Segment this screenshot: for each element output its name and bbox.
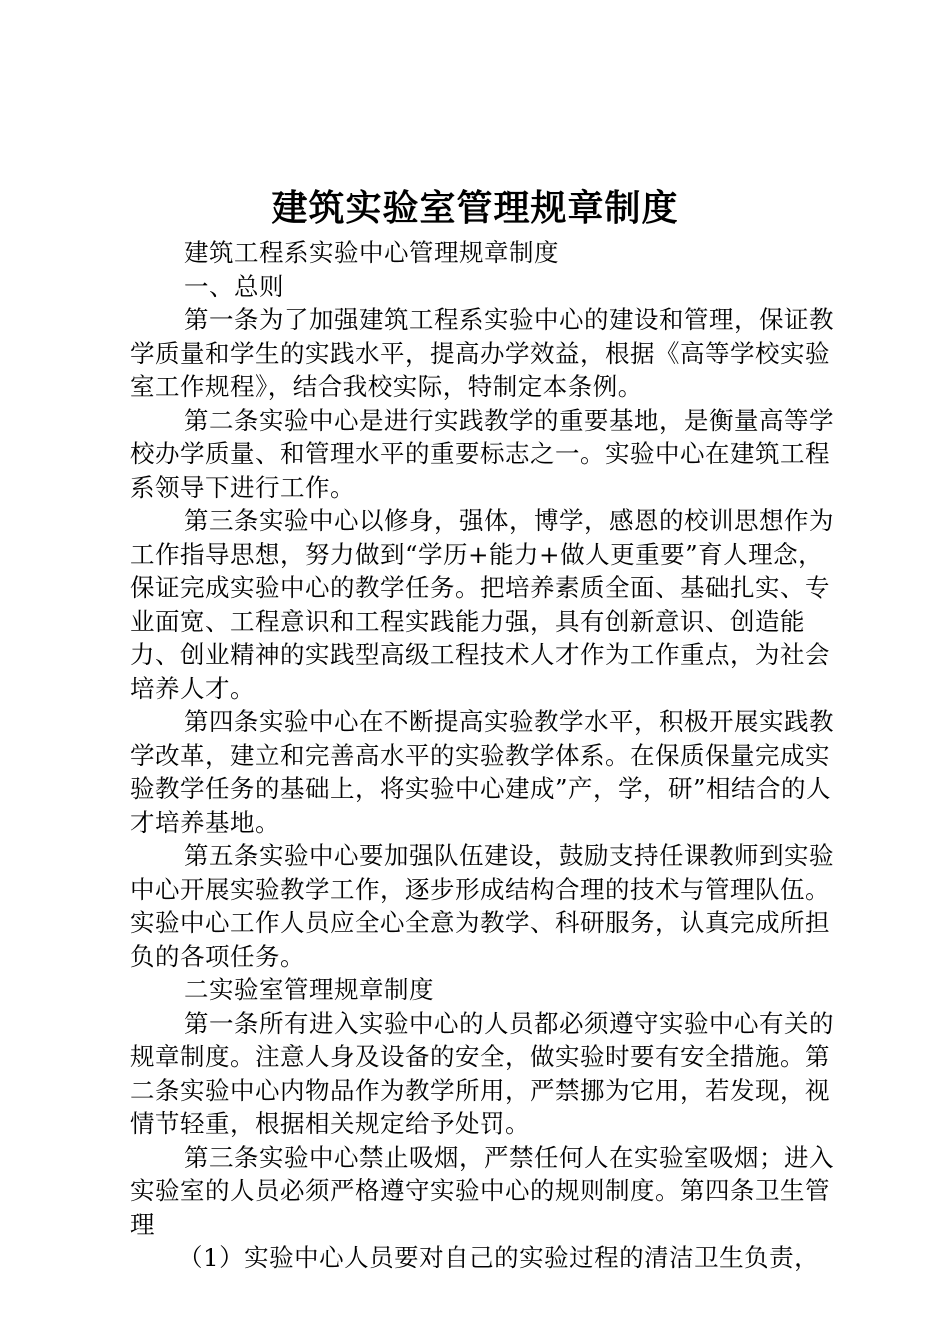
article-paragraph: 第三条实验中心以修身，强体，博学，感恩的校训思想作为工作指导思想，努力做到“学历+能力+做人更重要”育人理念，保证完成实验中心的教学任务。把培养素质全面、基础扎实、专业面宽、工程意识和工程实践能力强，具有创新意识、创造能力、创业精神的实践型高级工程技术人才作为工作重点，为社会培养人才。 <box>130 506 834 703</box>
article-paragraph: 第一条为了加强建筑工程系实验中心的建设和管理，保证教学质量和学生的实践水平，提高办学效益，根据《高等学校实验室工作规程》，结合我校实际，特制定本条例。 <box>130 305 834 401</box>
document-body <box>130 236 834 1275</box>
list-item-paragraph: （1）实验中心人员要对自己的实验过程的清洁卫生负责， <box>178 1243 820 1272</box>
document-title: 建筑实验室管理规章制度 <box>271 187 679 229</box>
article-paragraph: 第四条实验中心在不断提高实验教学水平，积极开展实践教学改革，建立和完善高水平的实验教学体系。在保质保量完成实验教学任务的基础上，将实验中心建成”产，学，研”相结合的人才培养基地。 <box>130 707 834 837</box>
subtitle-paragraph: 建筑工程系实验中心管理规章制度 <box>184 238 559 267</box>
section-heading-rules: 二实验室管理规章制度 <box>184 975 434 1004</box>
article-paragraph: 第五条实验中心要加强队伍建设，鼓励支持任课教师到实验中心开展实验教学工作，逐步形成结构合理的技术与管理队伍。实验中心工作人员应全心全意为教学、科研服务，认真完成所担负的各项任务。 <box>130 841 834 971</box>
article-paragraph: 第三条实验中心禁止吸烟，严禁任何人在实验室吸烟；进入实验室的人员必须严格遵守实验中心的规则制度。第四条卫生管理 <box>130 1142 834 1239</box>
section-heading-general: 一、总则 <box>184 271 284 301</box>
article-paragraph: 第一条所有进入实验中心的人员都必须遵守实验中心有关的规章制度。注意人身及设备的安全，做实验时要有安全措施。第二条实验中心内物品作为教学所用，严禁挪为它用，若发现，视情节轻重，根据相关规定给予处罚。 <box>130 1008 834 1138</box>
article-paragraph: 第二条实验中心是进行实践教学的重要基地，是衡量高等学校办学质量、和管理水平的重要标志之一。实验中心在建筑工程系领导下进行工作。 <box>130 405 834 502</box>
